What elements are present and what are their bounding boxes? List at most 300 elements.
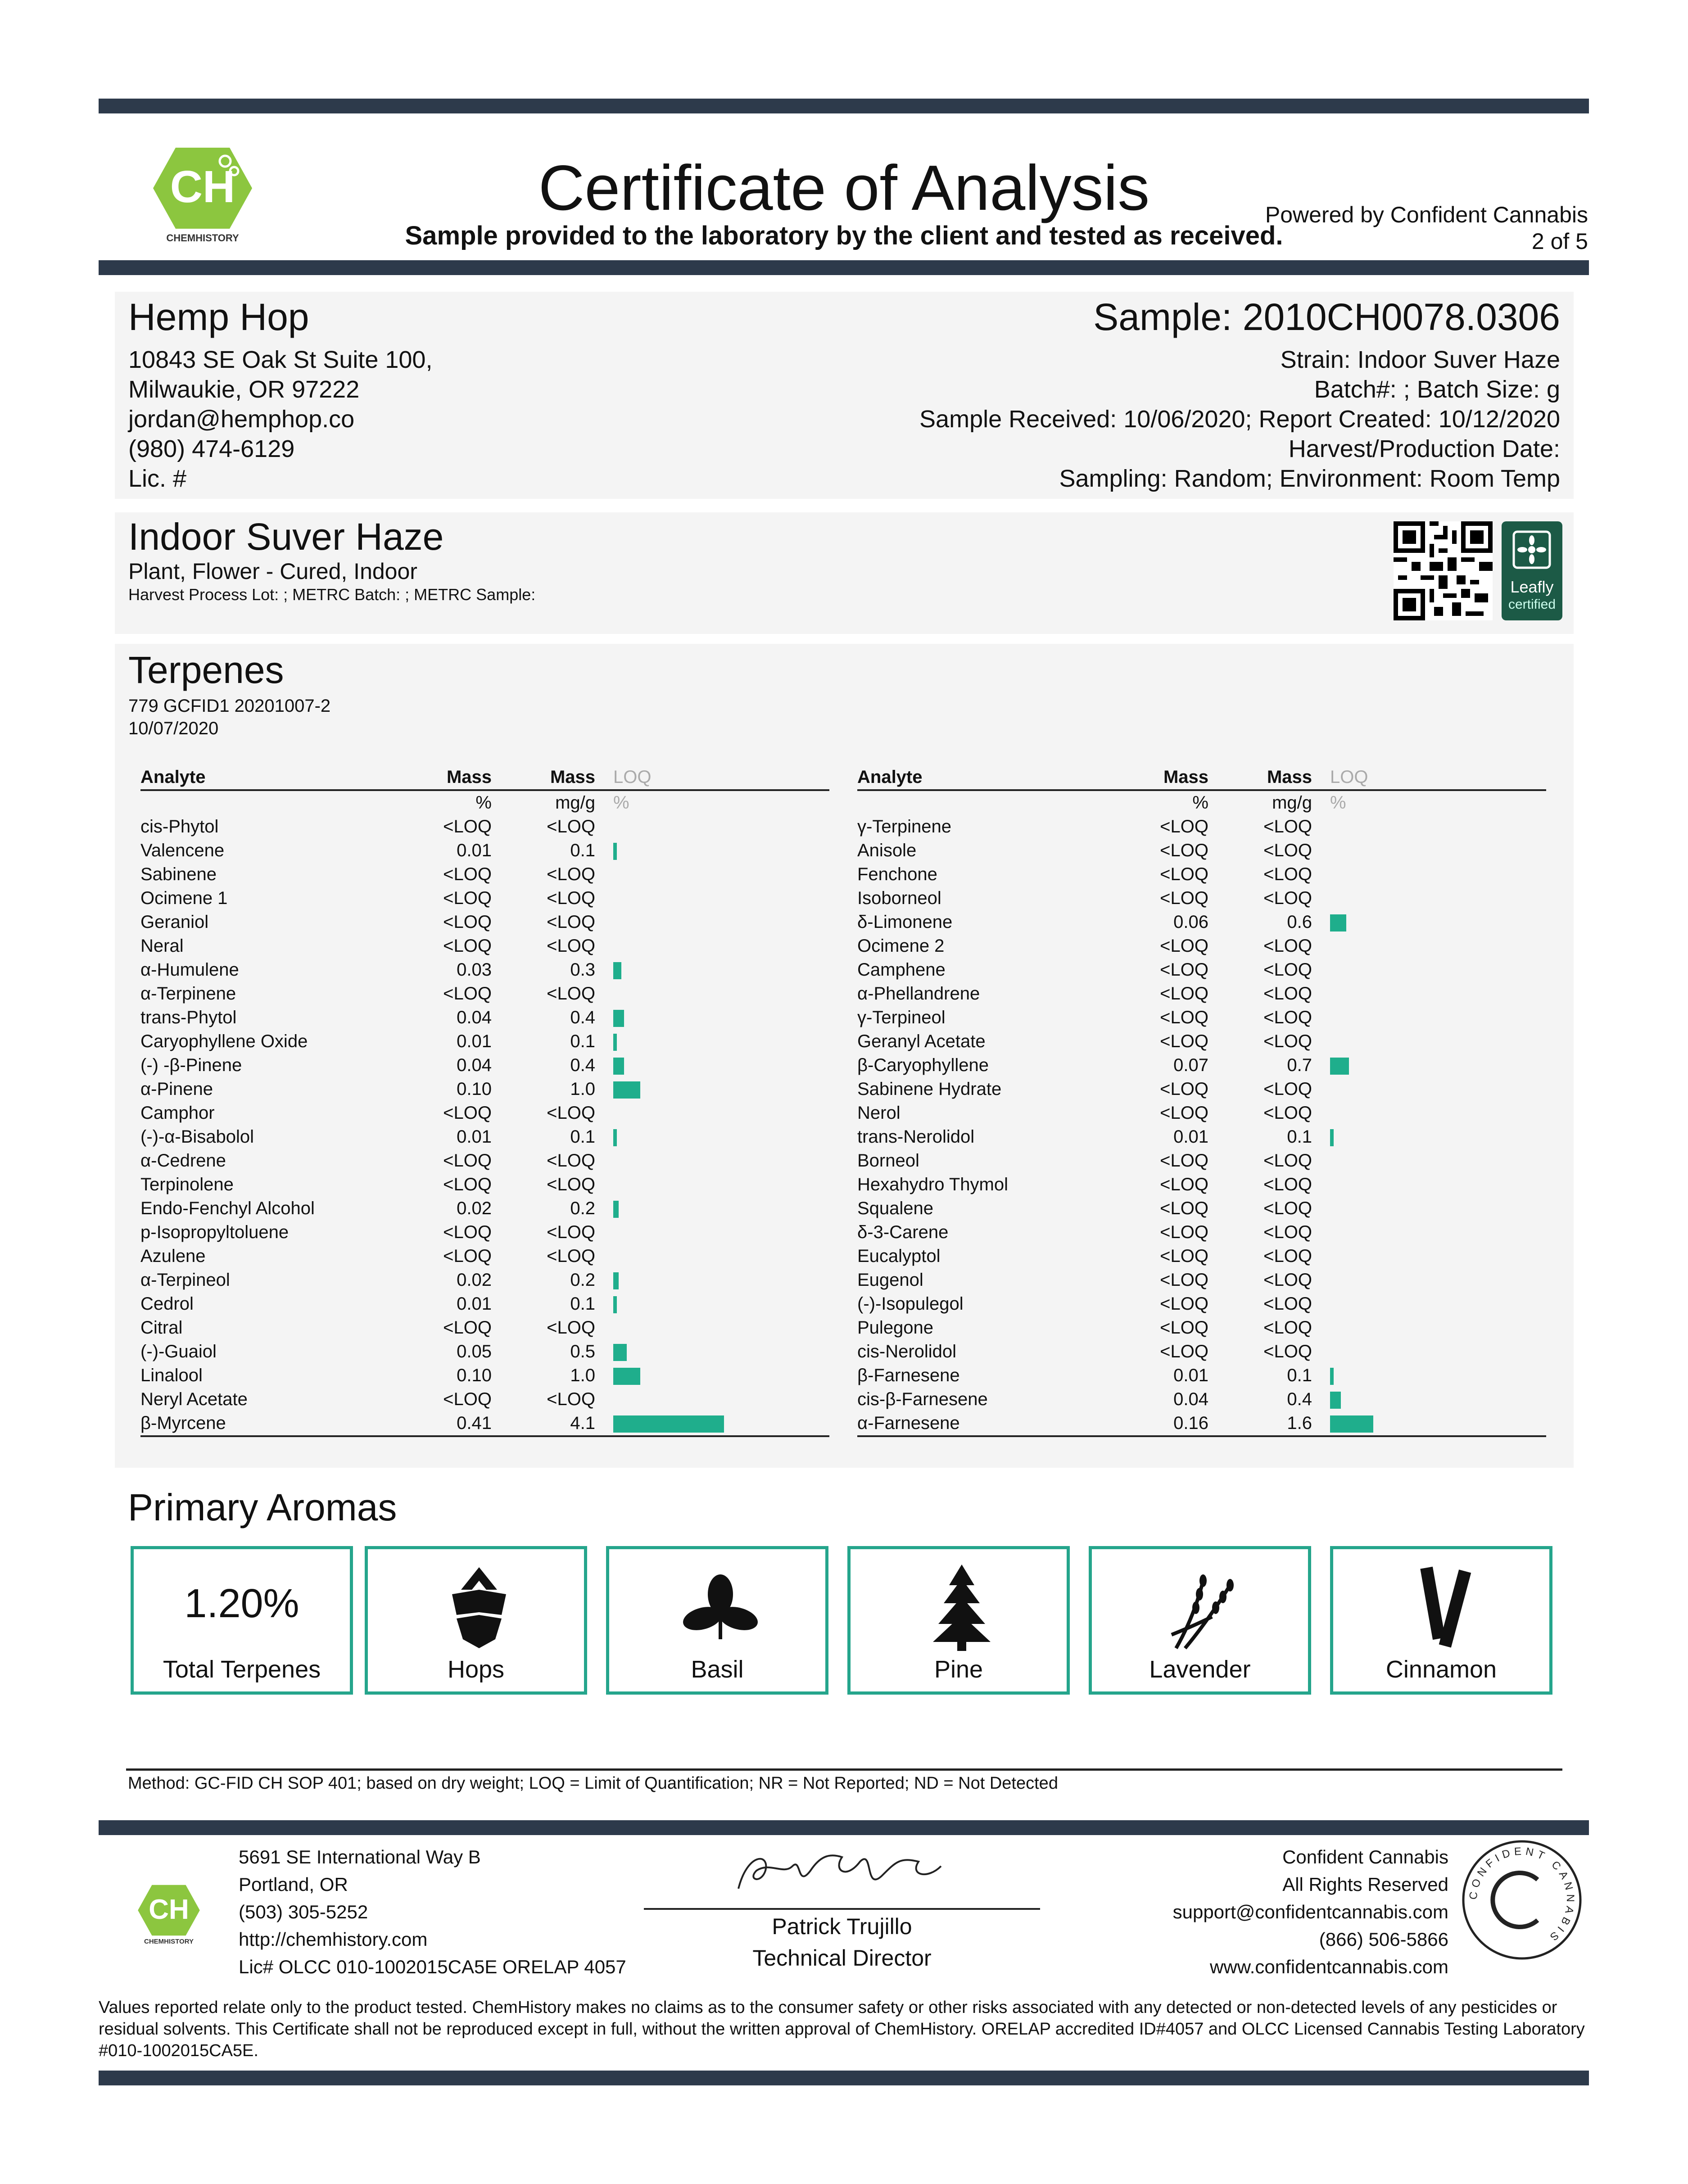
- leafly-badge[interactable]: [1502, 521, 1562, 620]
- bar-cell: [595, 1340, 829, 1364]
- aroma-card-lavender: [1089, 1546, 1311, 1695]
- pine-icon: [917, 1563, 1007, 1653]
- page-subtitle: Sample provided to the laboratory by the client and tested as received.: [405, 221, 1283, 250]
- bar-cell: [1312, 1149, 1546, 1173]
- bar-cell: [1312, 1268, 1546, 1292]
- table-row: [140, 815, 829, 839]
- mass-pct: 0.10: [457, 1366, 492, 1385]
- mass-pct: 0.04: [457, 1008, 492, 1027]
- analyte-name: Pulegone: [857, 1318, 934, 1338]
- mass-pct: 0.01: [457, 1294, 492, 1314]
- client-address2: Milwaukie, OR 97222: [128, 376, 360, 403]
- bar-cell: [595, 1054, 829, 1077]
- mass-mg: <LOQ: [547, 1389, 595, 1409]
- mass-pct: <LOQ: [443, 1151, 492, 1171]
- mass-pct: 0.41: [411, 1411, 492, 1436]
- mass-mg: 0.5: [570, 1342, 595, 1361]
- bar-cell: [1312, 1030, 1546, 1054]
- analyte-name: α-Phellandrene: [857, 984, 980, 1004]
- table-row: [857, 1292, 1546, 1316]
- table-header-row: [140, 765, 829, 790]
- mass-pct: <LOQ: [1160, 817, 1208, 837]
- sample-info: [919, 345, 1560, 493]
- mass-mg: <LOQ: [1263, 817, 1312, 837]
- mass-mg: 0.4: [570, 1055, 595, 1075]
- basil-icon: [675, 1563, 765, 1653]
- mass-mg: <LOQ: [547, 1175, 595, 1194]
- mass-pct: <LOQ: [1160, 1198, 1208, 1218]
- mass-mg: <LOQ: [547, 817, 595, 837]
- mass-pct: <LOQ: [443, 984, 492, 1004]
- table-row: [140, 1316, 829, 1340]
- aroma-label: Lavender: [1149, 1656, 1251, 1683]
- mass-pct: 0.01: [457, 1127, 492, 1147]
- mass-mg: 0.4: [1287, 1389, 1312, 1409]
- product-panel: [115, 512, 1574, 634]
- mass-pct: <LOQ: [1160, 841, 1208, 860]
- analyte-name: Geranyl Acetate: [857, 1031, 986, 1051]
- bar-cell: [1312, 1340, 1546, 1364]
- lab-city: Portland, OR: [239, 1874, 348, 1895]
- cc-name: Confident Cannabis: [1282, 1846, 1448, 1867]
- mass-mg: 0.2: [570, 1198, 595, 1218]
- mass-pct: <LOQ: [443, 1175, 492, 1194]
- mass-pct: 0.10: [457, 1079, 492, 1099]
- lab-phone: (503) 305-5252: [239, 1901, 368, 1922]
- terpenes-date: 10/07/2020: [128, 719, 219, 738]
- table-row: [857, 1340, 1546, 1364]
- analyte-name: Caryophyllene Oxide: [140, 1031, 308, 1051]
- sample-batch: Batch#: ; Batch Size: g: [1314, 376, 1560, 403]
- analyte-name: Citral: [140, 1318, 183, 1338]
- mass-mg: <LOQ: [1263, 1294, 1312, 1314]
- mass-mg: <LOQ: [547, 1103, 595, 1123]
- bar-cell: [595, 863, 829, 886]
- product-name: Indoor Suver Haze: [128, 515, 444, 558]
- analyte-name: Isoborneol: [857, 888, 941, 908]
- table-row: [140, 1340, 829, 1364]
- analyte-name: trans-Phytol: [140, 1008, 237, 1027]
- mass-pct: <LOQ: [1160, 1342, 1208, 1361]
- analyte-name: (-)-α-Bisabolol: [140, 1127, 254, 1147]
- analyte-name: Squalene: [857, 1198, 934, 1218]
- bar-cell: [595, 1316, 829, 1340]
- table-row: [857, 1388, 1546, 1411]
- bar-cell: [595, 886, 829, 910]
- mass-pct: <LOQ: [1160, 1318, 1208, 1338]
- mass-pct: <LOQ: [1160, 864, 1208, 884]
- signer-title: Technical Director: [752, 1945, 932, 1971]
- svg-text:CONFIDENT CANNABIS: CONFIDENT CANNABIS: [1467, 1845, 1577, 1945]
- mass-mg: <LOQ: [1263, 1031, 1312, 1051]
- mass-pct: <LOQ: [443, 912, 492, 932]
- mass-mg: <LOQ: [1263, 1342, 1312, 1361]
- bar-cell: [1312, 958, 1546, 982]
- aroma-card-basil: [606, 1546, 828, 1695]
- client-sample-panel: [115, 292, 1574, 499]
- mass-mg: 0.1: [570, 1127, 595, 1147]
- table-row: [140, 1292, 829, 1316]
- mass-pct: <LOQ: [1160, 1246, 1208, 1266]
- cinnamon-icon: [1399, 1563, 1489, 1653]
- mass-pct: 0.16: [1127, 1411, 1208, 1436]
- mass-mg: 1.6: [1208, 1411, 1312, 1436]
- bar-cell: [595, 934, 829, 958]
- mass-mg: <LOQ: [547, 912, 595, 932]
- aroma-card-cinnamon: [1330, 1546, 1552, 1695]
- col-mass-mg: Mass: [1208, 765, 1312, 790]
- total-terpenes-label: Total Terpenes: [163, 1656, 321, 1683]
- mass-mg: 0.1: [1287, 1127, 1312, 1147]
- method-note: Method: GC-FID CH SOP 401; based on dry weight; LOQ = Limit of Quantification; NR = Not Reported; ND = Not Detected: [128, 1774, 1058, 1793]
- mass-mg: <LOQ: [1263, 960, 1312, 980]
- bar-cell: [595, 839, 829, 863]
- table-row: [857, 910, 1546, 934]
- mass-pct: 0.01: [1173, 1127, 1208, 1147]
- bar-cell: [1312, 910, 1546, 934]
- col-mass-mg: Mass: [492, 765, 595, 790]
- table-row: [140, 1197, 829, 1221]
- mass-pct: 0.02: [457, 1270, 492, 1290]
- powered-by: Powered by Confident Cannabis: [1265, 202, 1588, 227]
- aromas-title: Primary Aromas: [128, 1486, 397, 1528]
- analyte-name: δ-Limonene: [857, 912, 953, 932]
- bar-cell: [1312, 1006, 1546, 1030]
- signature: [729, 1844, 964, 1902]
- bar-cell: [1312, 1388, 1546, 1411]
- bar-cell: [1312, 1125, 1546, 1149]
- bar-cell: [595, 1221, 829, 1244]
- sample-dates: Sample Received: 10/06/2020; Report Created: 10/12/2020: [919, 406, 1560, 433]
- analyte-name: Azulene: [140, 1246, 206, 1266]
- table-row: [857, 886, 1546, 910]
- logo-text: CH: [170, 162, 235, 212]
- table-row: [140, 1101, 829, 1125]
- hops-icon: [434, 1563, 524, 1653]
- mass-mg: 0.4: [570, 1008, 595, 1027]
- table-row: [857, 1173, 1546, 1197]
- analyte-name: cis-Nerolidol: [857, 1342, 957, 1361]
- footer-bar-top: [99, 1820, 1589, 1835]
- mass-mg: <LOQ: [1263, 1246, 1312, 1266]
- analyte-name: Sabinene Hydrate: [857, 1079, 1002, 1099]
- client-name: Hemp Hop: [128, 296, 309, 338]
- concentration-bar: [1330, 1129, 1334, 1146]
- aroma-label: Basil: [691, 1656, 744, 1683]
- bar-cell: [1312, 1316, 1546, 1340]
- table-row: [857, 1411, 1546, 1436]
- mass-pct: 0.04: [457, 1055, 492, 1075]
- mass-pct: 0.03: [457, 960, 492, 980]
- analyte-name: β-Farnesene: [857, 1366, 960, 1385]
- bar-cell: [1312, 934, 1546, 958]
- mass-pct: <LOQ: [443, 1103, 492, 1123]
- analyte-name: β-Caryophyllene: [857, 1055, 989, 1075]
- page-number: 2 of 5: [1531, 229, 1588, 254]
- mass-mg: 0.1: [570, 841, 595, 860]
- mass-mg: <LOQ: [547, 984, 595, 1004]
- mass-mg: <LOQ: [1263, 1175, 1312, 1194]
- mass-mg: <LOQ: [1263, 888, 1312, 908]
- table-row: [140, 1125, 829, 1149]
- mass-mg: <LOQ: [1263, 1103, 1312, 1123]
- bar-cell: [595, 1244, 829, 1268]
- analyte-name: Anisole: [857, 841, 917, 860]
- bar-cell: [1312, 1077, 1546, 1101]
- mass-mg: 1.0: [570, 1079, 595, 1099]
- mass-pct: <LOQ: [1160, 1008, 1208, 1027]
- bar-cell: [595, 1125, 829, 1149]
- bar-cell: [595, 1006, 829, 1030]
- sample-harvest: Harvest/Production Date:: [1288, 435, 1560, 462]
- mass-pct: <LOQ: [1160, 960, 1208, 980]
- table-row: [857, 1149, 1546, 1173]
- col-mass-pct: Mass: [1127, 765, 1208, 790]
- analyte-name: α-Cedrene: [140, 1151, 226, 1171]
- bar-cell: [595, 910, 829, 934]
- concentration-bar: [1330, 1058, 1349, 1075]
- analyte-name: Nerol: [857, 1103, 901, 1123]
- concentration-bar: [613, 1058, 624, 1075]
- concentration-bar: [613, 1344, 627, 1361]
- cc-contact: [1173, 1843, 1448, 1981]
- concentration-bar: [613, 962, 621, 979]
- analyte-name: trans-Nerolidol: [857, 1127, 975, 1147]
- analyte-name: α-Terpinene: [140, 984, 236, 1004]
- analyte-name: Geraniol: [140, 912, 209, 932]
- logo-caption: CHEMHISTORY: [166, 232, 239, 244]
- mass-mg: <LOQ: [1263, 1198, 1312, 1218]
- analyte-name: α-Humulene: [140, 960, 239, 980]
- sample-strain: Strain: Indoor Suver Haze: [1280, 346, 1560, 373]
- analyte-name: Cedrol: [140, 1294, 194, 1314]
- leafly-status: certified: [1508, 597, 1556, 612]
- mass-mg: <LOQ: [1263, 936, 1312, 956]
- mass-pct: <LOQ: [1160, 936, 1208, 956]
- analyte-name: α-Farnesene: [857, 1411, 1127, 1436]
- table-row: [140, 1268, 829, 1292]
- cc-website[interactable]: www.confidentcannabis.com: [1210, 1956, 1448, 1977]
- table-row: [857, 958, 1546, 982]
- concentration-bar: [1330, 1392, 1341, 1409]
- table-row: [857, 1101, 1546, 1125]
- mass-mg: 0.1: [570, 1294, 595, 1314]
- mass-mg: <LOQ: [547, 864, 595, 884]
- mass-mg: <LOQ: [547, 1246, 595, 1266]
- concentration-bar: [613, 1201, 619, 1218]
- qr-code[interactable]: [1394, 521, 1493, 620]
- mass-mg: <LOQ: [1263, 984, 1312, 1004]
- mass-pct: <LOQ: [443, 1389, 492, 1409]
- col-mass-pct: Mass: [411, 765, 492, 790]
- mass-pct: <LOQ: [443, 936, 492, 956]
- concentration-bar: [613, 1129, 617, 1146]
- lab-website[interactable]: http://chemhistory.com: [239, 1929, 428, 1950]
- cc-phone: (866) 506-5866: [1319, 1929, 1448, 1950]
- footer-logo-text: CH: [149, 1894, 189, 1925]
- signer-name: Patrick Trujillo: [772, 1914, 912, 1939]
- table-row: [140, 958, 829, 982]
- terpenes-title: Terpenes: [128, 649, 284, 691]
- analyte-name: p-Isopropyltoluene: [140, 1222, 289, 1242]
- table-row: [857, 1221, 1546, 1244]
- table-row: [140, 839, 829, 863]
- analyte-name: γ-Terpineol: [857, 1008, 946, 1027]
- analyte-name: Eucalyptol: [857, 1246, 941, 1266]
- concentration-bar: [613, 1415, 724, 1433]
- table-row: [140, 1388, 829, 1411]
- table-row: [857, 1316, 1546, 1340]
- top-bar: [99, 99, 1589, 113]
- client-phone: (980) 474-6129: [128, 435, 295, 462]
- bar-cell: [595, 1030, 829, 1054]
- table-row: [140, 1006, 829, 1030]
- analyte-name: Endo-Fenchyl Alcohol: [140, 1198, 315, 1218]
- table-row: [857, 1006, 1546, 1030]
- product-type: Plant, Flower - Cured, Indoor: [128, 559, 417, 584]
- mass-mg: <LOQ: [547, 1151, 595, 1171]
- table-row: [140, 1030, 829, 1054]
- bar-cell: [595, 1364, 829, 1388]
- unit-loq: %: [613, 793, 629, 813]
- table-row: [140, 1077, 829, 1101]
- mass-pct: <LOQ: [1160, 1175, 1208, 1194]
- mass-mg: <LOQ: [547, 1318, 595, 1338]
- table-row: [140, 1411, 829, 1436]
- analyte-name: Valencene: [140, 841, 225, 860]
- concentration-bar: [613, 1272, 619, 1289]
- analyte-name: δ-3-Carene: [857, 1222, 949, 1242]
- method-divider: [126, 1768, 1562, 1771]
- mass-mg: <LOQ: [1263, 1008, 1312, 1027]
- mass-mg: <LOQ: [1263, 864, 1312, 884]
- table-row: [857, 863, 1546, 886]
- mass-pct: <LOQ: [1160, 1103, 1208, 1123]
- analyte-name: Terpinolene: [140, 1175, 234, 1194]
- mass-pct: <LOQ: [443, 1318, 492, 1338]
- table-units-row: [857, 790, 1546, 815]
- table-row: [857, 1268, 1546, 1292]
- signature-line: [644, 1908, 1040, 1910]
- aroma-card-hops: [365, 1546, 587, 1695]
- bar-cell: [1312, 1101, 1546, 1125]
- mass-pct: <LOQ: [443, 817, 492, 837]
- sample-sampling: Sampling: Random; Environment: Room Temp: [1059, 465, 1560, 492]
- unit-mass-pct: %: [1192, 793, 1208, 813]
- bar-cell: [595, 1173, 829, 1197]
- col-loq: LOQ: [1312, 765, 1546, 790]
- bar-cell: [595, 1197, 829, 1221]
- table-row: [140, 1244, 829, 1268]
- mass-pct: 0.06: [1173, 912, 1208, 932]
- concentration-bar: [613, 1296, 617, 1313]
- mass-pct: <LOQ: [1160, 888, 1208, 908]
- concentration-bar: [1330, 1415, 1373, 1433]
- aroma-card-pine: [847, 1546, 1070, 1695]
- mass-pct: 0.02: [457, 1198, 492, 1218]
- mass-mg: <LOQ: [1263, 1151, 1312, 1171]
- mass-mg: <LOQ: [1263, 1270, 1312, 1290]
- table-row: [140, 1149, 829, 1173]
- col-analyte: Analyte: [857, 765, 1127, 790]
- mass-mg: <LOQ: [1263, 1318, 1312, 1338]
- total-terpenes-value: 1.20%: [184, 1581, 299, 1626]
- lavender-icon: [1158, 1563, 1248, 1653]
- lab-address: 5691 SE International Way B: [239, 1846, 481, 1867]
- mass-pct: <LOQ: [1160, 1294, 1208, 1314]
- analyte-name: Eugenol: [857, 1270, 923, 1290]
- col-loq: LOQ: [595, 765, 829, 790]
- bar-cell: [1312, 815, 1546, 839]
- terpenes-table-right: [857, 765, 1546, 1437]
- table-row: [857, 934, 1546, 958]
- table-row: [857, 1197, 1546, 1221]
- mass-mg: 0.1: [1287, 1366, 1312, 1385]
- analyte-name: α-Terpineol: [140, 1270, 230, 1290]
- mass-pct: <LOQ: [1160, 1151, 1208, 1171]
- footer-bar-bottom: [99, 2071, 1589, 2085]
- concentration-bar: [613, 843, 617, 860]
- table-row: [857, 839, 1546, 863]
- mass-pct: 0.01: [1173, 1366, 1208, 1385]
- analyte-name: Camphor: [140, 1103, 215, 1123]
- mass-pct: 0.07: [1173, 1055, 1208, 1075]
- bar-cell: [1312, 1292, 1546, 1316]
- bar-cell: [595, 1149, 829, 1173]
- table-row: [140, 1221, 829, 1244]
- concentration-bar: [1330, 1368, 1334, 1385]
- table-row: [857, 1244, 1546, 1268]
- analyte-name: Hexahydro Thymol: [857, 1175, 1008, 1194]
- mass-mg: 0.6: [1287, 912, 1312, 932]
- analyte-name: Ocimene 1: [140, 888, 228, 908]
- bar-cell: [1312, 1197, 1546, 1221]
- table-row: [140, 982, 829, 1006]
- table-row: [140, 886, 829, 910]
- table-row: [140, 1364, 829, 1388]
- mass-mg: 1.0: [570, 1366, 595, 1385]
- bar-cell: [595, 1292, 829, 1316]
- cc-email[interactable]: support@confidentcannabis.com: [1172, 1901, 1448, 1922]
- page-title: Certificate of Analysis: [538, 152, 1150, 224]
- mass-pct: <LOQ: [443, 1222, 492, 1242]
- disclaimer: Values reported relate only to the product tested. ChemHistory makes no claims as to the consumer safety or other risks associated with any detected or non-detected levels of any pesticides or residual solvents. This Certificate shall not be reproduced except in full, without the written approval of ChemHistory. ORELAP accredited ID#4057 and OLCC Licensed Cannabis Testing Laboratory #010-1002015CA5E.: [99, 1998, 1585, 2060]
- mass-pct: 0.05: [457, 1342, 492, 1361]
- analyte-name: Fenchone: [857, 864, 937, 884]
- bar-cell: [1312, 1364, 1546, 1388]
- unit-loq: %: [1330, 793, 1346, 813]
- concentration-bar: [613, 1010, 624, 1027]
- aroma-label: Hops: [447, 1656, 505, 1683]
- mass-mg: <LOQ: [547, 1222, 595, 1242]
- table-header-row: [857, 765, 1546, 790]
- table-units-row: [140, 790, 829, 815]
- table-row: [140, 910, 829, 934]
- mass-pct: <LOQ: [1160, 1222, 1208, 1242]
- bar-cell: [1312, 839, 1546, 863]
- analyte-name: Ocimene 2: [857, 936, 945, 956]
- mass-mg: 0.7: [1287, 1055, 1312, 1075]
- unit-mass-mg: mg/g: [555, 793, 595, 813]
- mass-pct: 0.04: [1173, 1389, 1208, 1409]
- mass-pct: <LOQ: [443, 888, 492, 908]
- bar-cell: [1312, 1173, 1546, 1197]
- bar-cell: [595, 815, 829, 839]
- table-row: [857, 1125, 1546, 1149]
- table-row: [857, 815, 1546, 839]
- mass-mg: 0.1: [570, 1031, 595, 1051]
- mass-pct: <LOQ: [1160, 1031, 1208, 1051]
